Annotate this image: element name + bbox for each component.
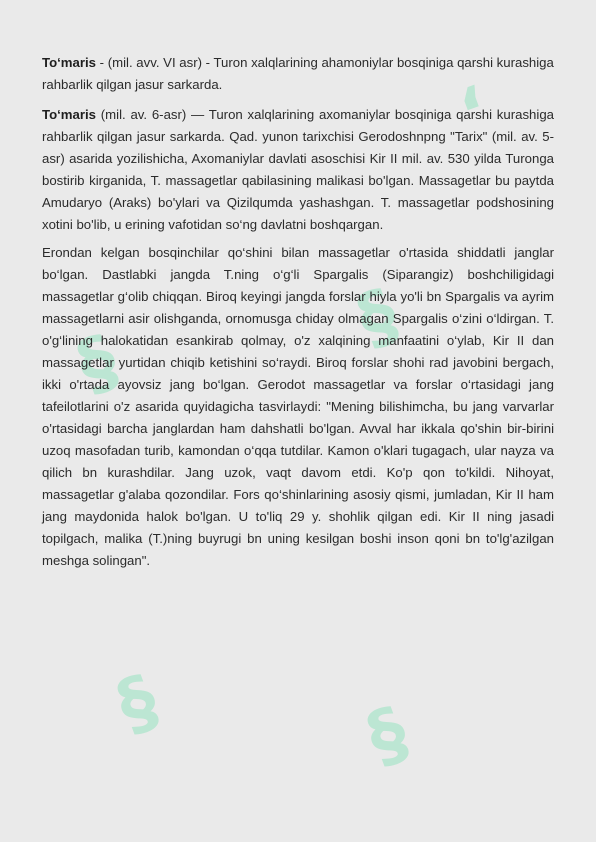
watermark-icon: ʻ — [448, 69, 502, 157]
paragraph — [42, 242, 554, 572]
paragraph-text: - (mil. avv. VI asr) - Turon xalqlarining ahamoniylar bosqiniga qarshi kurashiga rahbarlik qilgan jasur sarkarda. — [42, 55, 554, 92]
paragraph-text: (mil. av. 6-asr) — Turon xalqlarining axomaniylar bosqiniga qarshi kurashiga rahbarlik qilgan jasur sarkarda. Qad. yunon tarixchisi Gerodoshnpng "Tarix" (mil. av. 5-asr) asarida yozilishicha, Axomaniylar davlati asoschisi Kir II mil. av. 530 yilda Turonga bostirib kirganida, T. massagetlar qabilasining malikasi bo'lgan. Massagetlar bu paytda Amudaryo (Araks) bo'ylari va Qizilqumda yashashgan. T. massagetlar podshosining xotini bo'lib, u erining vafotidan so‘ng davlatni boshqargan. — [42, 107, 554, 232]
watermark-icon: § — [67, 318, 128, 408]
paragraph — [42, 52, 554, 96]
document-body — [42, 52, 554, 578]
paragraph-text: Erondan kelgan bosqinchilar qo‘shini bilan massagetlar o'rtasida shiddatli janglar bo‘lgan. Dastlabki jangda T.ning o‘g‘li Spargalis (Siparangiz) boshchiligidagi massagetlar g‘olib chiqqan. Biroq keyingi jangda forslar hiyla yo'li bn Spargalis va ayrim massagetlarni asir olishganda, ornomusga chiday olmagan Spargalis o‘zini o‘ldirgan. T. o'g‘lining halokatidan esankirab qolmay, o'z xalqining manfaatini o‘ylab, Kir II dan massagetlar yurtidan chiqib ketishini so‘raydi. Biroq forslar shohi rad javobini bergach, ikki o'rtada ayovsiz jang bo‘lgan. Gerodot massagetlar va forslar o‘rtasidagi jang tafeilotlarini o'z asarida quyidagicha tasvirlaydi: "Mening bilishimcha, bu jang varvarlar o'rtasidagi barcha janglardan ham dahshatli bo'lgan. Avval har ikkala qo'shin bir-birini uzoq masofadan turib, kamondan o‘qqa tutdilar. Kamon o'klari tugagach, ular nayza va qilich bn kurashdilar. Jang uzok, vaqt davom etdi. Ko'p qon to'kildi. Nihoyat, massagetlar g'alaba qozondilar. Fors qo‘shinlarining asosiy qismi, jumladan, Kir II ham jang maydonida halok bo'lgan. U to'liq 29 y. shohlik qilgan edi. Kir II ning jasadi topilgach, malika (T.)ning buyrugi bn uning kesilgan boshi inson qoni bn to'lg'azilgan meshga solingan". — [42, 245, 554, 568]
paragraph — [42, 104, 554, 236]
term-heading: To‘maris — [42, 55, 96, 70]
watermark-icon: § — [357, 690, 418, 780]
term-heading: To‘maris — [42, 107, 96, 122]
watermark-icon: § — [347, 272, 408, 362]
watermark-icon: § — [107, 658, 168, 748]
